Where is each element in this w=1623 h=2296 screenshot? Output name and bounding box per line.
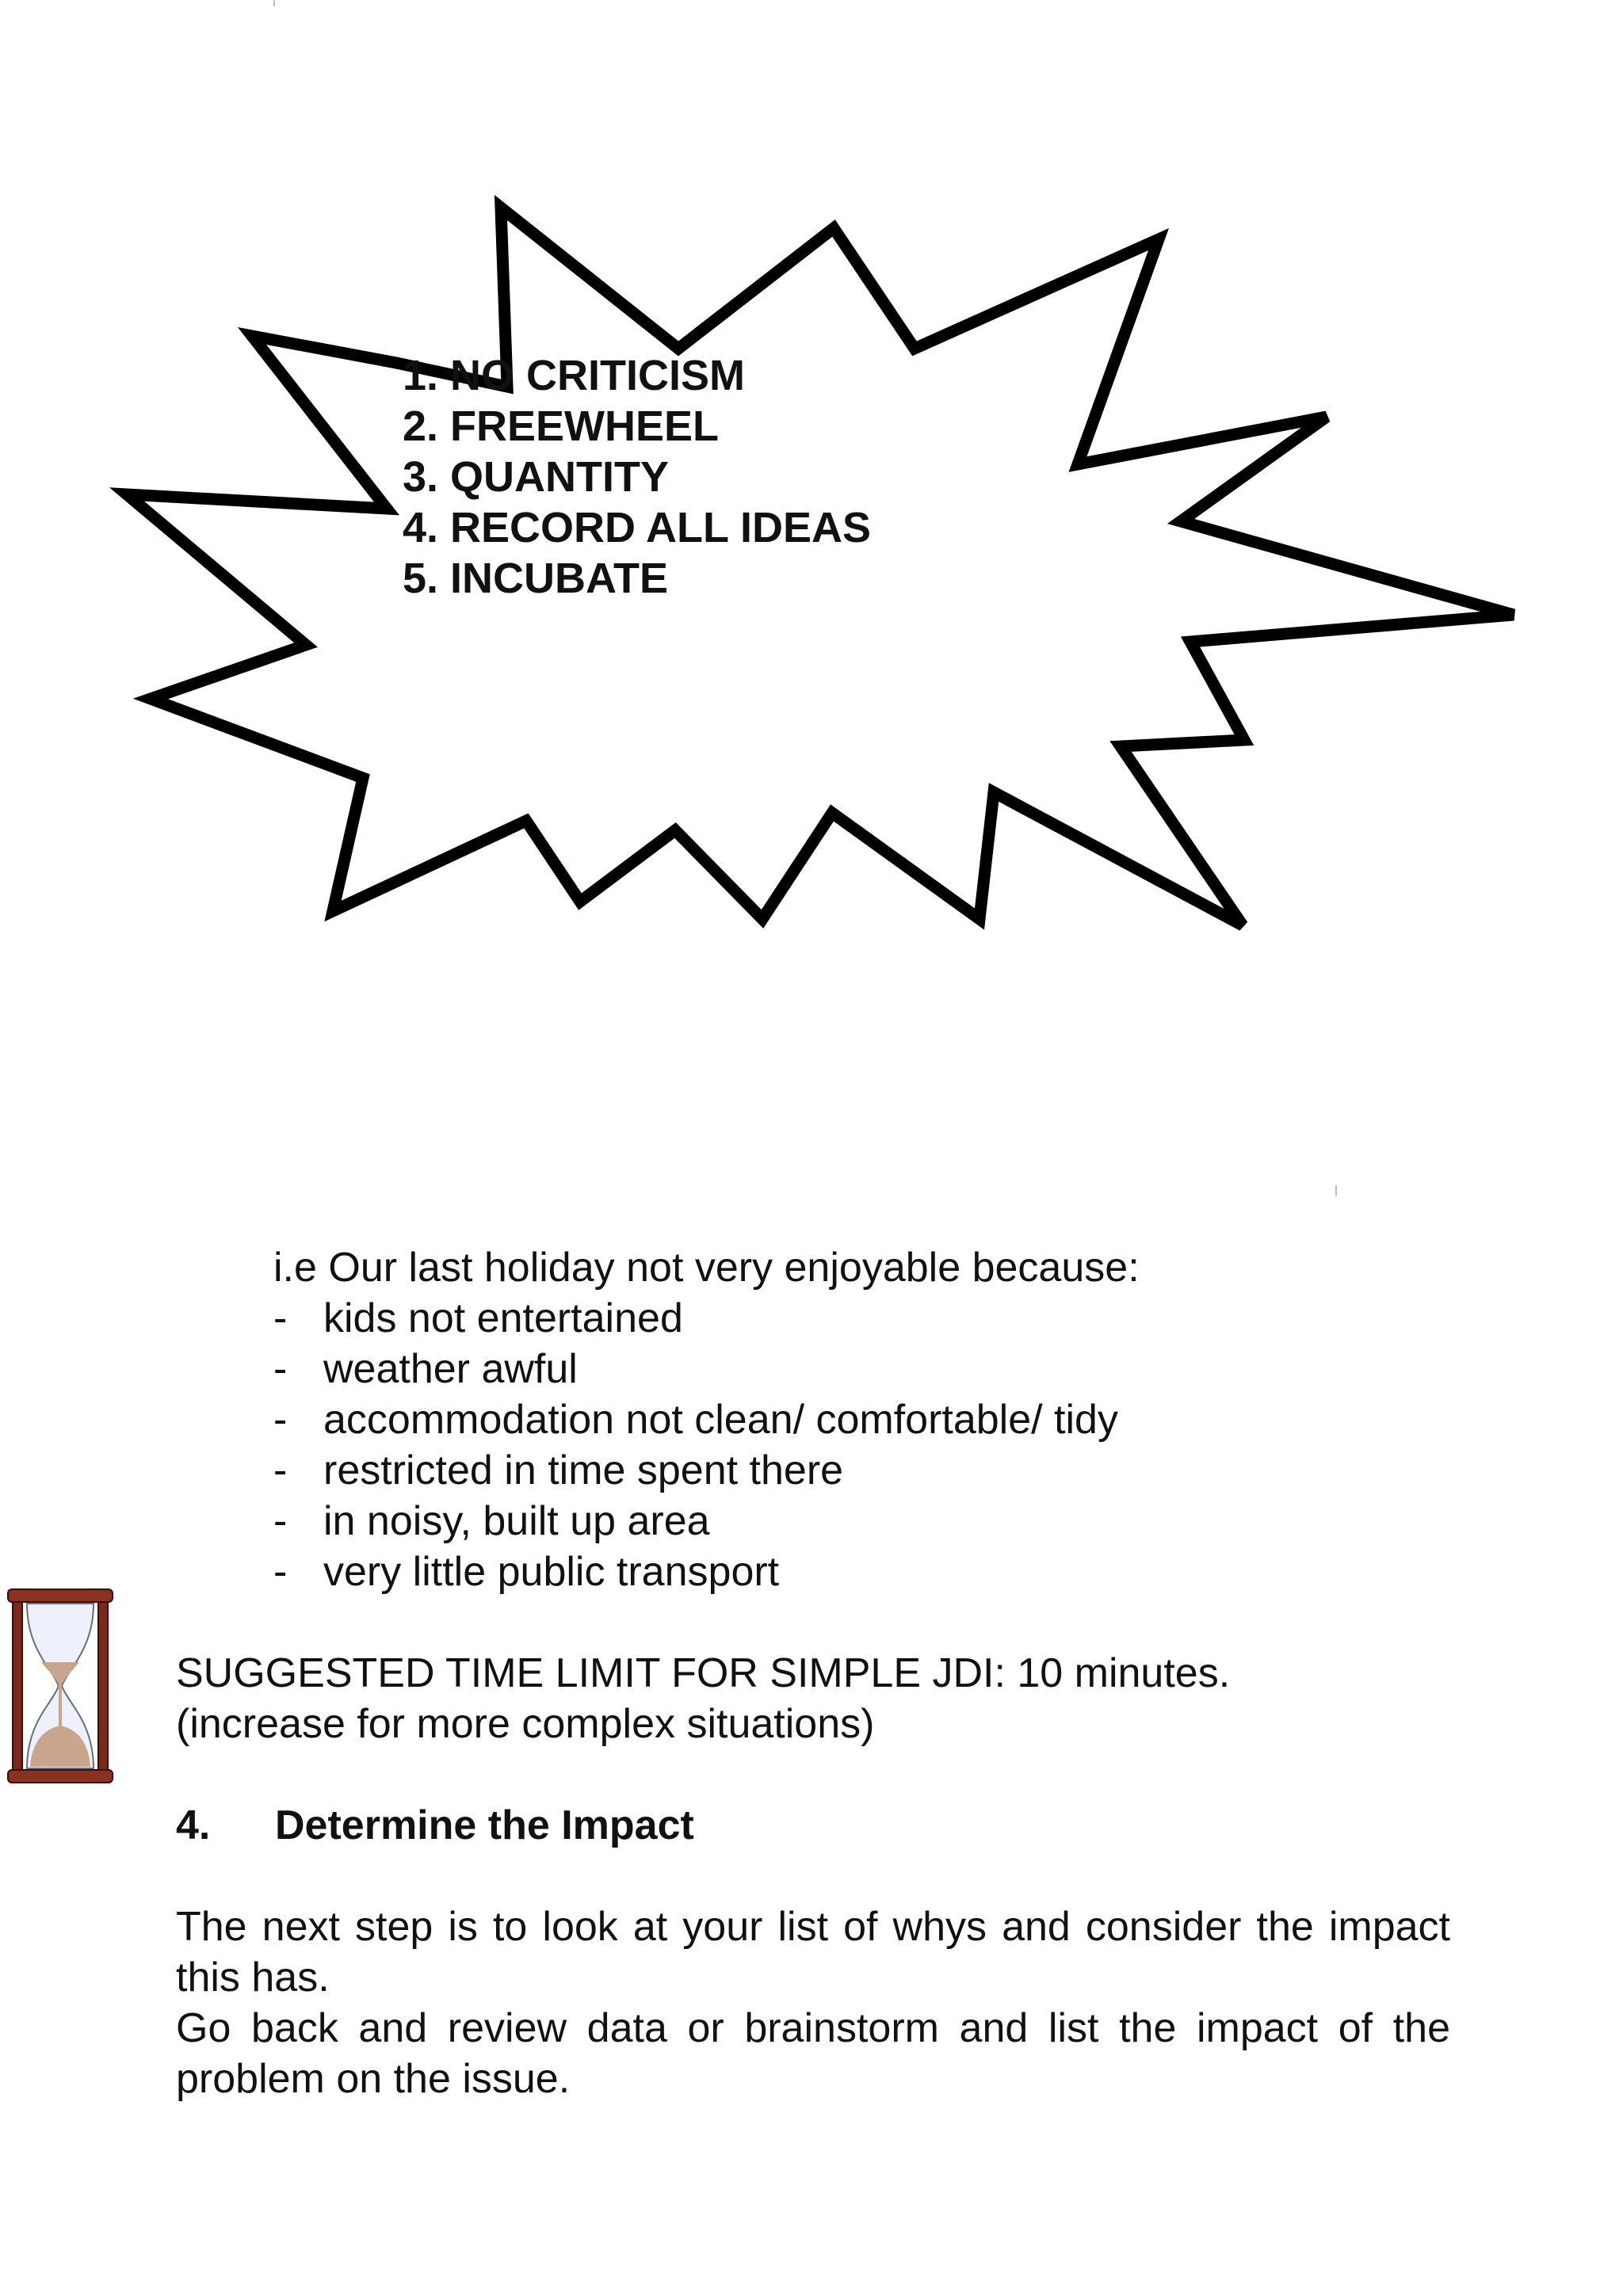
bullet-dash: - bbox=[273, 1346, 288, 1392]
reason-text: in noisy, built up area bbox=[323, 1498, 710, 1544]
bullet-dash: - bbox=[273, 1549, 288, 1595]
hourglass-icon bbox=[6, 1586, 114, 1786]
section-body bbox=[176, 1901, 1450, 2104]
bullet-dash: - bbox=[273, 1498, 288, 1544]
reason-text: weather awful bbox=[323, 1346, 578, 1392]
reason-text: accommodation not clean/ comfortable/ tidy bbox=[323, 1397, 1118, 1443]
rule-item: 5. INCUBATE bbox=[403, 555, 669, 602]
reason-item bbox=[273, 1547, 1140, 1597]
brainstorm-rules-list bbox=[403, 350, 871, 604]
rule-item: 4. RECORD ALL IDEAS bbox=[403, 504, 872, 551]
paragraph: The next step is to look at your list of whys and consider the impact this has. bbox=[176, 1904, 1450, 2000]
time-limit-line: SUGGESTED TIME LIMIT FOR SIMPLE JDI: 10 minutes. bbox=[176, 1650, 1231, 1696]
reason-text: very little public transport bbox=[323, 1549, 780, 1595]
example-intro: i.e Our last holiday not very enjoyable because: bbox=[273, 1245, 1140, 1291]
reason-item bbox=[273, 1445, 1140, 1496]
time-limit-note bbox=[176, 1648, 1230, 1749]
rule-item: 2. FREEWHEEL bbox=[403, 402, 720, 450]
margin-mark bbox=[1335, 1185, 1337, 1196]
reason-item bbox=[273, 1394, 1140, 1445]
bullet-dash: - bbox=[273, 1397, 288, 1443]
bullet-dash: - bbox=[273, 1295, 288, 1341]
rule-item: 1. NO CRITICISM bbox=[403, 352, 746, 399]
reason-item bbox=[273, 1293, 1140, 1344]
rule-item: 3. QUANTITY bbox=[403, 453, 670, 501]
reasons-list bbox=[273, 1293, 1140, 1597]
paragraph: Go back and review data or brainstorm and list the impact of the problem on the issue. bbox=[176, 2005, 1450, 2102]
section-heading bbox=[176, 1800, 694, 1851]
reason-item bbox=[273, 1496, 1140, 1547]
reason-text: restricted in time spent there bbox=[323, 1447, 844, 1493]
reason-item bbox=[273, 1344, 1140, 1394]
example-block bbox=[273, 1242, 1140, 1597]
time-limit-line: (increase for more complex situations) bbox=[176, 1701, 875, 1747]
section-number: 4. bbox=[176, 1802, 211, 1848]
bullet-dash: - bbox=[273, 1447, 288, 1493]
reason-text: kids not entertained bbox=[323, 1295, 683, 1341]
section-title: Determine the Impact bbox=[275, 1802, 694, 1848]
